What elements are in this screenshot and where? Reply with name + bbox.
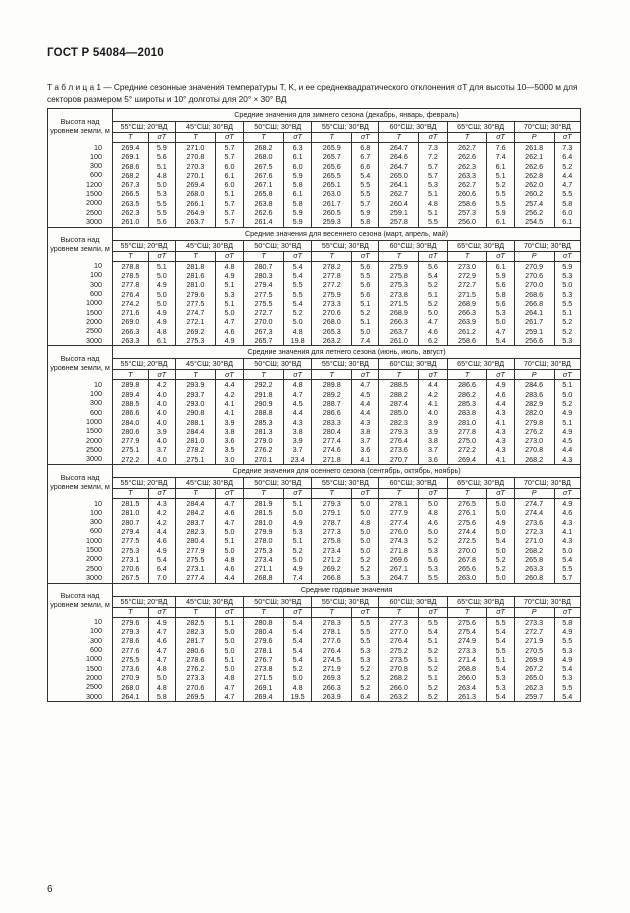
variable-header: T [379, 370, 419, 380]
sector-header: 50°СШ; 30°ВД [244, 478, 312, 489]
value-column: 278.3 278.1 277.6 276.4 274.5 271.9 269.3 266.3 263.9 [312, 617, 352, 702]
value-column: 293.9 293.7 293.0 290.8 288.1 284.4 281.0 278.2 275.1 [175, 380, 215, 465]
variable-header: T [244, 607, 284, 617]
variable-header: T [175, 370, 215, 380]
variable-header: T [379, 489, 419, 499]
variable-header: T [312, 251, 352, 261]
value-column: 273.3 272.7 271.9 270.5 269.9 267.2 265.0 262.3 259.7 [514, 617, 554, 702]
sector-header: 45°СШ; 30°ВД [175, 122, 243, 133]
value-column: 7.6 7.4 6.1 5.1 5.2 5.5 5.5 5.9 6.1 [487, 143, 514, 228]
variable-header: σT [487, 370, 514, 380]
value-column: 262.7 262.6 262.3 263.3 262.7 260.6 258.6 257.3 256.0 [447, 143, 487, 228]
variable-header: σT [215, 370, 243, 380]
value-column: 276.5 276.1 275.6 274.4 272.5 270.0 267.8 265.6 263.0 [447, 499, 487, 584]
value-column: 289.8 289.2 288.7 286.6 283.3 280.4 277.4 274.6 271.8 [312, 380, 352, 465]
sector-header: 50°СШ; 30°ВД [244, 240, 312, 251]
page-number: 6 [47, 884, 53, 895]
sector-header: 55°СШ; 30°ВД [312, 122, 379, 133]
table-caption: Т а б л и ц а 1 — Средние сезонные значения температуры T, K, и ее среднеквадратического отклонения σT для высоты 10—5000 м для секторов размером 5° широты и 10° долготы для 20° × 30° ВД [47, 82, 578, 104]
altitude-header: Высота над уровнем земли, м [48, 346, 113, 380]
value-column: 5.5 5.4 5.1 5.2 5.1 5.2 5.1 5.2 5.2 [419, 617, 447, 702]
value-column: 4.8 4.7 4.5 4.4 4.3 3.8 3.9 3.7 23.4 [283, 380, 311, 465]
variable-header: T [175, 607, 215, 617]
sector-header: 65°СШ; 30°ВД [447, 240, 514, 251]
variable-header: σT [148, 489, 175, 499]
sector-header: 50°СШ; 30°ВД [244, 359, 312, 370]
sector-header: 55°СШ; 20°ВД [113, 122, 176, 133]
value-column: 6.8 6.7 6.6 5.4 5.5 5.5 5.7 5.9 5.8 [352, 143, 379, 228]
variable-header: T [113, 370, 149, 380]
altitude-header: Высота над уровнем земли, м [48, 465, 113, 499]
value-column: 261.8 262.1 262.6 262.8 262.0 260.2 257.4 256.2 254.5 [514, 143, 554, 228]
variable-header: σT [419, 133, 447, 143]
variable-header: σT [419, 370, 447, 380]
variable-header: T [447, 607, 487, 617]
season-title-row [48, 109, 581, 122]
variable-header: σT [283, 133, 311, 143]
value-column: 289.8 289.4 288.5 286.6 284.0 280.6 277.9 275.1 272.2 [113, 380, 149, 465]
variable-header: σT [419, 251, 447, 261]
variable-header: σT [554, 133, 580, 143]
sector-header: 70°СШ; 30°ВД [514, 596, 580, 607]
value-column: 282.5 282.3 281.7 280.6 278.6 276.2 273.3 270.6 269.5 [175, 617, 215, 702]
value-column: 5.1 5.0 5.2 4.9 5.1 4.9 4.5 4.4 4.3 [554, 380, 580, 465]
variable-header: σT [554, 607, 580, 617]
value-column: 284.4 284.2 283.7 282.3 280.4 277.9 275.5 273.1 277.4 [175, 499, 215, 584]
value-column: 279.3 279.1 278.7 277.3 275.8 273.4 271.2 269.2 266.8 [312, 499, 352, 584]
altitude-values: 10 100 300 600 1000 1500 2000 2500 3000 [48, 617, 113, 702]
variable-header: σT [554, 370, 580, 380]
altitude-header: Высота над уровнем земли, м [48, 583, 113, 617]
sector-header: 50°СШ; 30°ВД [244, 122, 312, 133]
variable-header: T [113, 133, 149, 143]
variable-header: σT [148, 370, 175, 380]
sector-header: 70°СШ; 30°ВД [514, 240, 580, 251]
value-column: 4.9 4.6 4.4 4.3 4.1 4.3 4.3 4.3 4.1 [487, 380, 514, 465]
variable-header: σT [215, 133, 243, 143]
season-title-row [48, 227, 581, 240]
sector-header: 50°СШ; 30°ВД [244, 596, 312, 607]
value-column: 5.9 5.6 5.1 4.8 5.0 5.3 5.5 5.5 5.6 [148, 143, 175, 228]
data-row [48, 143, 581, 228]
variable-header: σT [554, 251, 580, 261]
temperature-table [47, 108, 581, 702]
variable-header: σT [283, 489, 311, 499]
sector-header: 55°СШ; 30°ВД [312, 478, 379, 489]
value-column: 5.0 5.0 4.8 5.0 5.0 5.0 5.2 5.2 5.3 [352, 499, 379, 584]
value-column: 4.8 4.9 5.1 5.3 5.1 5.0 4.7 4.6 4.9 [215, 261, 243, 346]
altitude-header: Высота над уровнем земли, м [48, 109, 113, 143]
variable-header: σT [419, 607, 447, 617]
season-title-row [48, 583, 581, 596]
sector-header-row [48, 478, 581, 489]
variable-header: T [244, 133, 284, 143]
value-column: 277.3 277.0 276.4 275.2 273.5 270.8 268.2 266.0 263.2 [379, 617, 419, 702]
value-column: 5.0 4.8 4.6 5.0 5.2 5.3 5.6 5.3 5.5 [419, 499, 447, 584]
variable-header: T [447, 251, 487, 261]
value-column: 4.7 4.6 4.7 5.0 5.1 5.0 4.8 4.6 4.4 [215, 499, 243, 584]
variable-header: σT [352, 251, 379, 261]
value-column: 288.5 288.2 287.4 285.0 282.3 279.3 276.4 273.6 270.7 [379, 380, 419, 465]
variable-header: P [514, 489, 554, 499]
variable-header: T [244, 489, 284, 499]
value-column: 4.4 4.2 4.1 4.0 3.9 3.9 3.8 3.7 3.6 [419, 380, 447, 465]
value-column: 5.4 5.4 5.5 5.5 5.4 5.2 5.0 4.8 19.8 [283, 261, 311, 346]
value-column: 264.7 264.6 264.7 265.0 264.1 262.7 260.4 259.1 257.8 [379, 143, 419, 228]
variable-header: T [447, 370, 487, 380]
data-row [48, 380, 581, 465]
variable-header: σT [487, 133, 514, 143]
variable-header: T [312, 607, 352, 617]
sector-header: 55°СШ; 30°ВД [312, 240, 379, 251]
value-column: 4.9 4.7 4.6 4.7 4.7 4.8 5.0 4.8 5.8 [148, 617, 175, 702]
value-column: 275.6 275.4 274.9 273.3 271.4 268.8 266.0 263.4 261.3 [447, 617, 487, 702]
sector-header-row [48, 359, 581, 370]
variable-header: T [379, 251, 419, 261]
value-column: 5.6 5.5 5.6 5.6 5.1 5.2 5.1 5.0 7.4 [352, 261, 379, 346]
season-title-row [48, 346, 581, 359]
variable-header: σT [487, 607, 514, 617]
value-column: 5.1 5.0 5.0 5.0 5.1 5.0 4.8 4.7 4.7 [215, 617, 243, 702]
value-column: 5.1 5.0 4.9 5.3 5.1 5.2 5.0 4.9 7.4 [283, 499, 311, 584]
sector-header: 45°СШ; 30°ВД [175, 359, 243, 370]
value-column: 5.7 5.7 6.0 6.1 6.0 5.1 5.7 5.7 5.7 [215, 143, 243, 228]
variable-header: T [312, 370, 352, 380]
sector-header: 65°СШ; 30°ВД [447, 122, 514, 133]
variable-header-row [48, 251, 581, 261]
sector-header-row [48, 122, 581, 133]
data-row [48, 499, 581, 584]
variable-header: T [175, 489, 215, 499]
value-column: 274.7 274.4 273.6 272.3 271.0 268.2 265.8 263.3 260.8 [514, 499, 554, 584]
variable-header: σT [352, 607, 379, 617]
sector-header: 60°СШ; 30°ВД [379, 122, 447, 133]
value-column: 7.3 7.2 5.7 5.7 5.3 5.1 4.8 5.1 5.5 [419, 143, 447, 228]
sector-header-row [48, 596, 581, 607]
value-column: 4.7 4.5 4.4 4.4 4.3 3.8 3.7 3.6 4.1 [352, 380, 379, 465]
variable-header: T [244, 370, 284, 380]
value-column: 4.3 4.2 4.2 4.4 4.6 4.9 5.4 6.4 7.0 [148, 499, 175, 584]
variable-header: T [113, 607, 149, 617]
sector-header: 65°СШ; 30°ВД [447, 596, 514, 607]
sector-header: 55°СШ; 20°ВД [113, 596, 176, 607]
variable-header: P [514, 133, 554, 143]
value-column: 269.4 269.1 268.6 268.2 267.3 266.5 263.5 262.3 261.0 [113, 143, 149, 228]
value-column: 273.0 272.9 272.7 271.5 268.9 266.3 263.9 261.2 258.6 [447, 261, 487, 346]
document-title: ГОСТ Р 54084—2010 [47, 47, 164, 59]
variable-header-row [48, 133, 581, 143]
season-title: Средние значения для осеннего сезона (сентябрь, октябрь, ноябрь) [113, 465, 581, 478]
variable-header: σT [352, 489, 379, 499]
sector-header: 60°СШ; 30°ВД [379, 359, 447, 370]
value-column: 279.6 279.3 278.6 277.6 275.5 273.6 270.9 268.0 264.1 [113, 617, 149, 702]
value-column: 5.5 5.4 5.4 5.5 5.1 5.4 5.3 5.3 5.4 [487, 617, 514, 702]
value-column: 270.9 270.6 270.0 268.6 266.8 264.1 261.7 259.1 256.6 [514, 261, 554, 346]
sector-header: 55°СШ; 30°ВД [312, 359, 379, 370]
value-column: 268.2 268.0 267.5 267.6 267.1 265.8 263.8 262.6 261.4 [244, 143, 284, 228]
value-column: 278.8 278.5 277.8 276.4 274.2 271.6 269.0 266.3 263.3 [113, 261, 149, 346]
value-column: 5.9 5.3 5.0 5.3 5.5 5.1 5.2 5.2 5.3 [554, 261, 580, 346]
variable-header: σT [148, 607, 175, 617]
value-column: 6.1 5.9 5.6 5.8 5.6 5.3 5.0 4.7 5.4 [487, 261, 514, 346]
variable-header: T [447, 489, 487, 499]
season-title: Средние годовые значения [113, 583, 581, 596]
variable-header: σT [148, 133, 175, 143]
variable-header: T [244, 251, 284, 261]
altitude-values: 10 100 300 600 1000 1500 2000 2500 3000 [48, 380, 113, 465]
value-column: 284.6 283.6 282.9 282.0 279.8 276.2 273.0 270.8 268.2 [514, 380, 554, 465]
value-column: 5.4 5.4 5.4 5.4 5.4 5.2 5.0 4.8 19.5 [283, 617, 311, 702]
value-column: 5.5 5.5 5.5 5.3 5.3 5.2 5.2 5.2 6.4 [352, 617, 379, 702]
variable-header: σT [283, 370, 311, 380]
sector-header: 60°СШ; 30°ВД [379, 596, 447, 607]
variable-header: T [175, 251, 215, 261]
sector-header: 55°СШ; 30°ВД [312, 596, 379, 607]
variable-header: T [379, 133, 419, 143]
value-column: 7.3 6.4 5.2 4.4 4.7 5.5 5.8 6.0 6.1 [554, 143, 580, 228]
variable-header-row [48, 489, 581, 499]
altitude-header: Высота над уровнем земли, м [48, 227, 113, 261]
season-title: Средние значения для весеннего сезона (март, апрель, май) [113, 227, 581, 240]
variable-header: σT [283, 607, 311, 617]
sector-header: 60°СШ; 30°ВД [379, 240, 447, 251]
sector-header: 70°СШ; 30°ВД [514, 359, 580, 370]
season-title-row [48, 465, 581, 478]
variable-header: σT [487, 489, 514, 499]
variable-header: σT [487, 251, 514, 261]
value-column: 4.2 4.0 4.0 4.0 4.0 3.9 4.0 3.7 4.0 [148, 380, 175, 465]
value-column: 5.0 5.0 4.9 5.0 5.4 5.0 5.2 5.2 5.0 [487, 499, 514, 584]
sector-header: 65°СШ; 30°ВД [447, 478, 514, 489]
sector-header: 55°СШ; 20°ВД [113, 478, 176, 489]
variable-header: P [514, 251, 554, 261]
variable-header: σT [554, 489, 580, 499]
variable-header: P [514, 370, 554, 380]
data-row [48, 261, 581, 346]
value-column: 281.9 281.5 281.0 279.9 278.0 275.3 273.4 271.1 268.8 [244, 499, 284, 584]
value-column: 5.1 5.0 4.9 5.0 5.0 4.9 4.9 4.8 6.1 [148, 261, 175, 346]
sector-header: 45°СШ; 30°ВД [175, 240, 243, 251]
variable-header: T [113, 251, 149, 261]
value-column: 275.9 275.8 275.3 273.8 271.5 268.9 266.3 263.7 261.0 [379, 261, 419, 346]
variable-header: σT [148, 251, 175, 261]
sector-header-row [48, 240, 581, 251]
value-column: 281.5 281.0 280.7 279.4 277.5 275.3 273.1 270.6 267.5 [113, 499, 149, 584]
value-column: 4.4 4.2 4.1 4.1 3.9 3.8 3.6 3.5 3.0 [215, 380, 243, 465]
sector-header: 70°СШ; 30°ВД [514, 122, 580, 133]
value-column: 6.3 6.1 6.0 5.9 5.8 6.1 5.8 5.9 5.9 [283, 143, 311, 228]
sector-header: 55°СШ; 20°ВД [113, 240, 176, 251]
value-column: 278.2 277.8 277.2 275.9 273.3 270.6 268.0 265.3 263.2 [312, 261, 352, 346]
variable-header: T [379, 607, 419, 617]
value-column: 278.1 277.9 277.4 276.0 274.3 271.8 269.6 267.1 264.7 [379, 499, 419, 584]
variable-header: σT [215, 251, 243, 261]
value-column: 280.7 280.3 279.4 277.5 275.5 272.7 270.0 267.3 265.7 [244, 261, 284, 346]
value-column: 271.0 270.8 270.3 270.1 269.4 268.0 266.1 264.9 263.7 [175, 143, 215, 228]
variable-header: T [312, 489, 352, 499]
variable-header: σT [215, 489, 243, 499]
variable-header: σT [215, 607, 243, 617]
variable-header: σT [352, 133, 379, 143]
sector-header: 45°СШ; 30°ВД [175, 478, 243, 489]
variable-header: σT [283, 251, 311, 261]
variable-header-row [48, 607, 581, 617]
season-title: Средние значения для зимнего сезона (декабрь, январь, февраль) [113, 109, 581, 122]
value-column: 280.8 280.4 279.6 278.1 276.7 273.8 271.5 269.1 269.4 [244, 617, 284, 702]
value-column: 281.8 281.6 281.0 279.6 277.5 274.7 272.1 269.2 275.3 [175, 261, 215, 346]
data-row [48, 617, 581, 702]
variable-header: σT [419, 489, 447, 499]
altitude-values: 10 100 300 600 1000 1500 2000 2500 3000 [48, 499, 113, 584]
value-column: 5.8 4.9 5.5 5.3 4.9 5.4 5.3 5.5 5.4 [554, 617, 580, 702]
value-column: 265.9 265.7 265.6 265.5 265.1 263.0 261.7 260.5 259.3 [312, 143, 352, 228]
sector-header: 60°СШ; 30°ВД [379, 478, 447, 489]
altitude-values: 10 100 300 600 1200 1500 2000 2500 3000 [48, 143, 113, 228]
variable-header: σT [352, 370, 379, 380]
variable-header-row [48, 370, 581, 380]
value-column: 286.6 286.2 285.3 283.8 281.0 277.8 275.0 272.2 269.4 [447, 380, 487, 465]
value-column: 292.2 291.8 290.9 288.8 285.3 281.3 279.0 276.2 270.1 [244, 380, 284, 465]
value-column: 4.9 4.6 4.3 4.1 4.3 5.0 5.4 5.5 5.7 [554, 499, 580, 584]
variable-header: T [312, 133, 352, 143]
sector-header: 70°СШ; 30°ВД [514, 478, 580, 489]
variable-header: T [113, 489, 149, 499]
sector-header: 45°СШ; 30°ВД [175, 596, 243, 607]
variable-header: P [514, 607, 554, 617]
altitude-values: 10 100 300 600 1000 1500 2000 2500 3000 [48, 261, 113, 346]
variable-header: T [175, 133, 215, 143]
sector-header: 65°СШ; 30°ВД [447, 359, 514, 370]
season-title: Средние значения для летнего сезона (июнь, июль, август) [113, 346, 581, 359]
value-column: 5.6 5.4 5.2 5.1 5.2 5.0 4.7 4.6 6.2 [419, 261, 447, 346]
sector-header: 55°СШ; 20°ВД [113, 359, 176, 370]
variable-header: T [447, 133, 487, 143]
